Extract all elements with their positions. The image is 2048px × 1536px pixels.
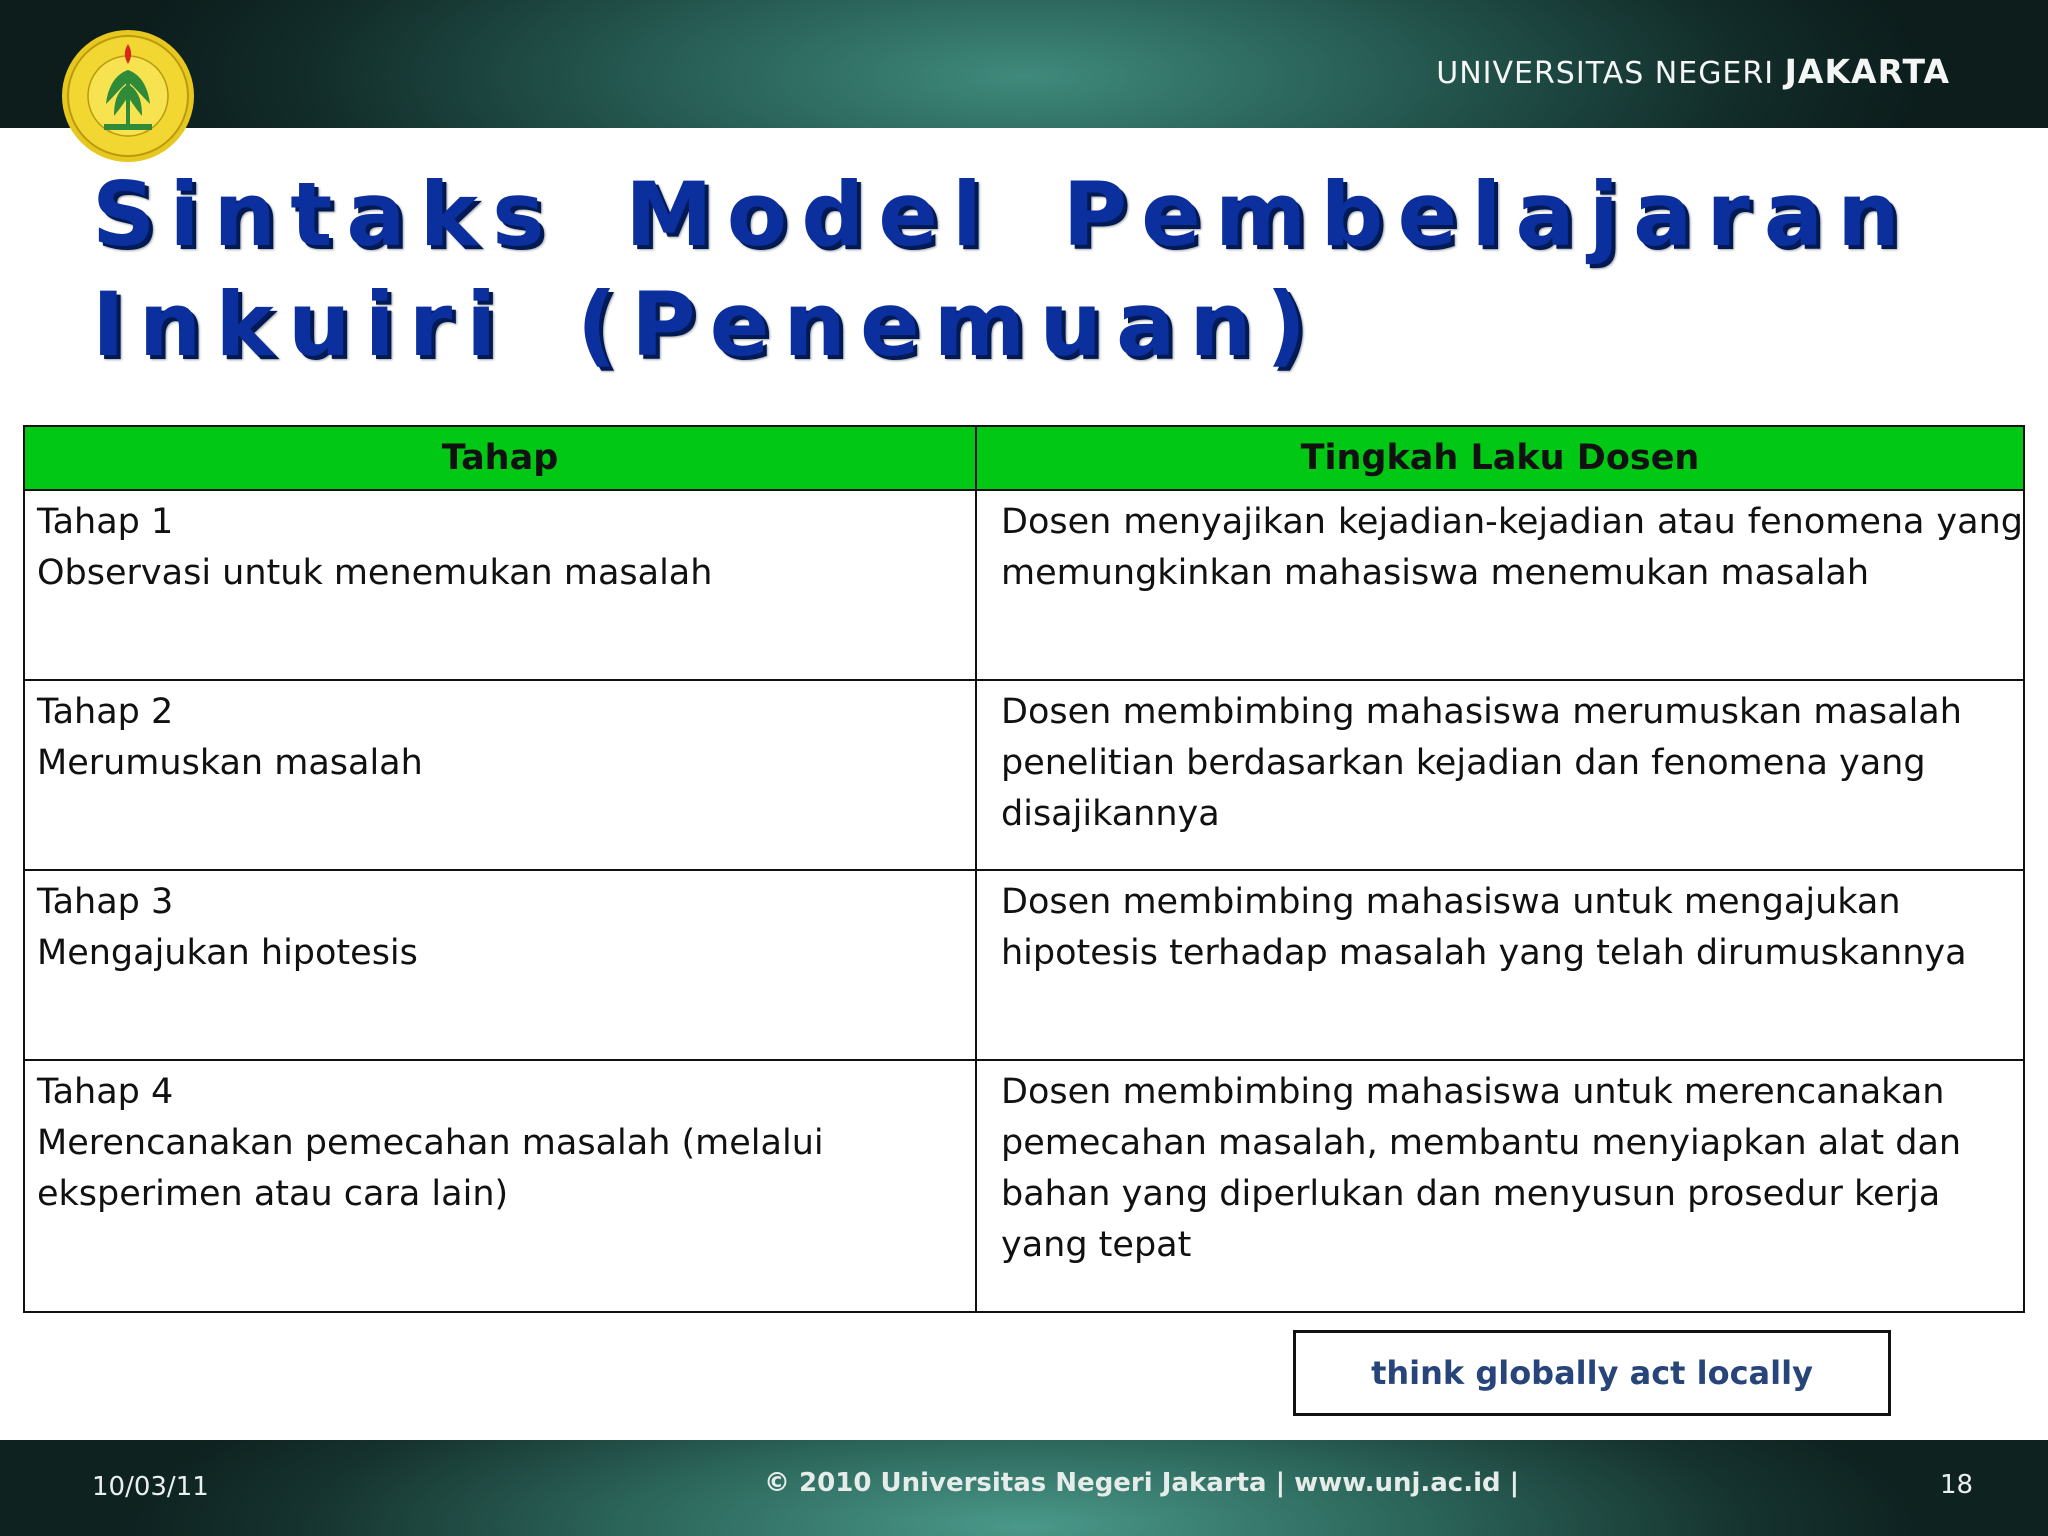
page-number: 18: [1940, 1470, 1974, 1500]
stage-cell: [24, 1060, 976, 1312]
university-name-bold: JAKARTA: [1784, 52, 1950, 91]
syntax-table: [23, 425, 2025, 1313]
stage-number: Tahap 3: [37, 882, 174, 922]
stage-cell: [24, 490, 976, 680]
behavior-cell: Dosen menyajikan kejadian-kejadian atau fenomena yang memungkinkan mahasiswa menemukan masalah: [976, 490, 2024, 680]
table-row: [24, 1060, 2024, 1312]
table-row: [24, 870, 2024, 1060]
column-header-behavior: Tingkah Laku Dosen: [976, 426, 2024, 490]
column-header-stage: Tahap: [24, 426, 976, 490]
slide-title: [92, 160, 1992, 380]
behavior-cell: Dosen membimbing mahasiswa merumuskan masalah penelitian berdasarkan kejadian dan fenomena yang disajikannya: [976, 680, 2024, 870]
stage-number: Tahap 1: [37, 502, 174, 542]
table-row: [24, 680, 2024, 870]
table-header-row: [24, 426, 2024, 490]
behavior-cell: Dosen membimbing mahasiswa untuk mengajukan hipotesis terhadap masalah yang telah dirumuskannya: [976, 870, 2024, 1060]
stage-cell: [24, 870, 976, 1060]
stage-description: Observasi untuk menemukan masalah: [37, 553, 713, 593]
stage-description: Merumuskan masalah: [37, 743, 423, 783]
footer-copyright: © 2010 Universitas Negeri Jakarta | www.unj.ac.id |: [764, 1468, 1520, 1498]
behavior-cell: Dosen membimbing mahasiswa untuk merencanakan pemecahan masalah, membantu menyiapkan alat dan bahan yang diperlukan dan menyusun prosedur kerja yang tepat: [976, 1060, 2024, 1312]
tagline-box: [1293, 1330, 1891, 1416]
slide-title-line-1: Sintaks Model Pembelajaran: [92, 163, 1914, 266]
university-name: [1436, 52, 1950, 91]
table-row: [24, 490, 2024, 680]
stage-description: Mengajukan hipotesis: [37, 933, 418, 973]
stage-number: Tahap 4: [37, 1072, 174, 1112]
university-seal-icon: [56, 24, 206, 164]
stage-description: Merencanakan pemecahan masalah (melalui eksperimen atau cara lain): [37, 1123, 824, 1214]
tagline-text: think globally act locally: [1371, 1354, 1813, 1392]
stage-number: Tahap 2: [37, 692, 174, 732]
slide-title-line-2: Inkuiri (Penemuan): [92, 273, 1321, 376]
university-name-regular: UNIVERSITAS NEGERI: [1436, 56, 1775, 91]
stage-cell: [24, 680, 976, 870]
footer-date: 10/03/11: [92, 1472, 209, 1502]
